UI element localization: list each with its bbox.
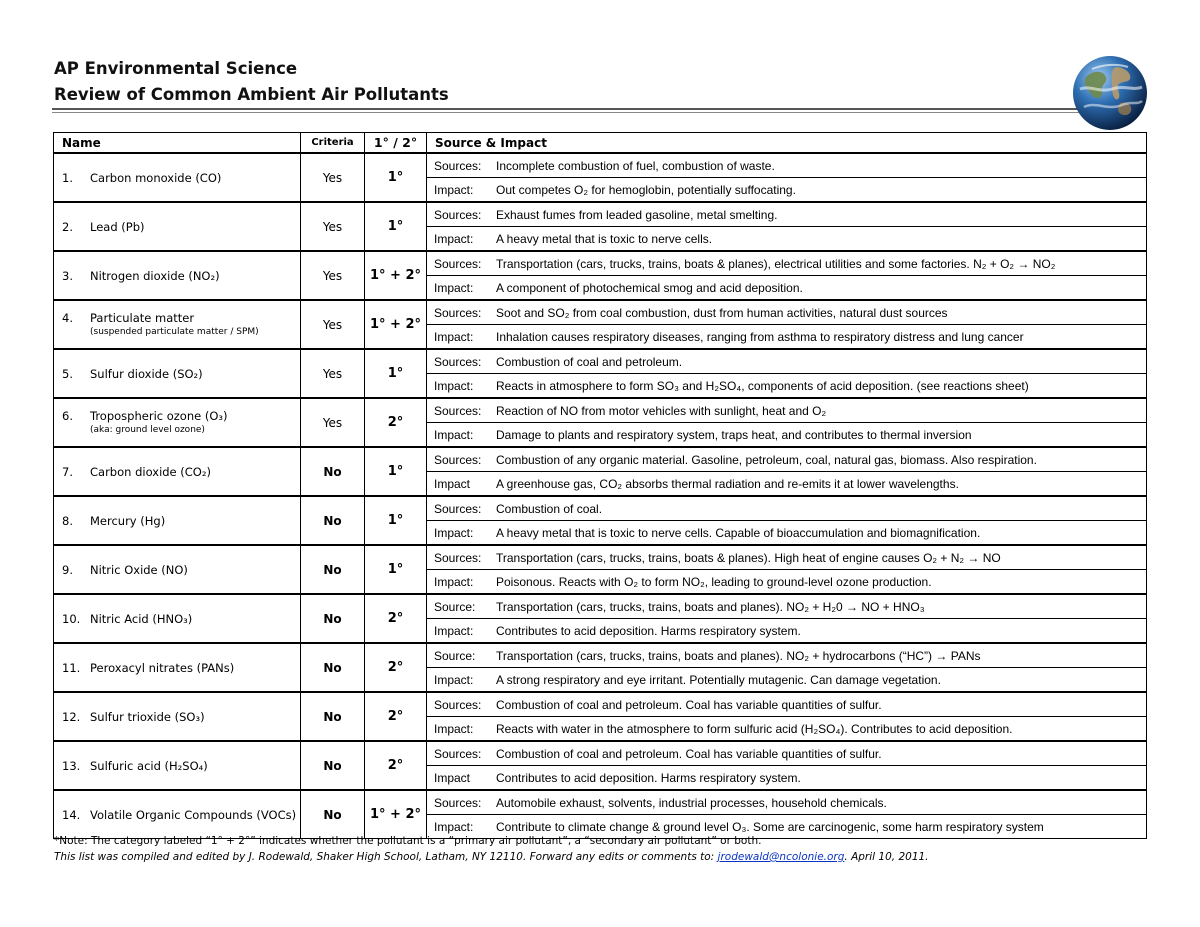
sources-cell xyxy=(427,496,1147,521)
header-rule xyxy=(52,108,1082,110)
pollutant-name: Nitrogen dioxide (NO₂) xyxy=(90,268,220,283)
row-number: 3. xyxy=(62,268,73,283)
row-number: 1. xyxy=(62,170,73,185)
pollutant-name: Nitric Acid (HNO₃) xyxy=(90,611,193,626)
row-number: 9. xyxy=(62,562,73,577)
criteria-cell: No xyxy=(301,545,365,594)
impact-cell xyxy=(427,374,1147,399)
line-text: Reacts in atmosphere to form SO₃ and H₂SO₄, components of acid deposition. (see reactions sheet) xyxy=(496,378,1029,393)
table-row xyxy=(54,349,1147,374)
pollutant-name-cell xyxy=(54,692,301,741)
line-text: Reacts with water in the atmosphere to form sulfuric acid (H₂SO₄). Contributes to acid deposition. xyxy=(496,721,1013,736)
line-text: A strong respiratory and eye irritant. Potentially mutagenic. Can damage vegetation. xyxy=(496,672,941,687)
sources-cell xyxy=(427,447,1147,472)
impact-cell xyxy=(427,619,1147,644)
line-text: Transportation (cars, trucks, trains, boats and planes). NO₂ + hydrocarbons (“HC”) → PANs xyxy=(496,648,981,663)
sources-cell xyxy=(427,741,1147,766)
pollutant-name-cell xyxy=(54,398,301,447)
document-title: AP Environmental Science xyxy=(54,59,298,78)
impact-cell xyxy=(427,668,1147,693)
criteria-cell: No xyxy=(301,447,365,496)
line-text: Combustion of coal and petroleum. Coal has variable quantities of sulfur. xyxy=(496,746,882,761)
row-number: 11. xyxy=(62,660,81,675)
credit-text: This list was compiled and edited by J. Rodewald, Shaker High School, Latham, NY 12110. Forward any edits or comments to: xyxy=(54,851,718,863)
line-label: Sources: xyxy=(434,501,482,516)
pollutant-name-cell xyxy=(54,447,301,496)
table-row xyxy=(54,447,1147,472)
primary-secondary-cell: 2° xyxy=(365,594,427,643)
line-text: Incomplete combustion of fuel, combustion of waste. xyxy=(496,158,775,173)
line-label: Sources: xyxy=(434,256,482,271)
line-text: Transportation (cars, trucks, trains, boats & planes), electrical utilities and some factories. N₂ + O₂ → NO₂ xyxy=(496,256,1056,271)
line-label: Sources: xyxy=(434,550,482,565)
footnote: *Note: The category labeled “1° + 2°” indicates whether the pollutant is a “primary air pollutant”, a “secondary air pollutant” or both. xyxy=(54,835,762,847)
line-label: Impact: xyxy=(434,623,474,638)
header-rule-thin xyxy=(52,112,1082,113)
line-label: Impact: xyxy=(434,182,474,197)
line-text: Contribute to climate change & ground level O₃. Some are carcinogenic, some harm respiratory system xyxy=(496,819,1044,834)
row-number: 8. xyxy=(62,513,73,528)
pollutant-name-cell xyxy=(54,251,301,300)
pollutant-name-cell xyxy=(54,594,301,643)
line-text: A greenhouse gas, CO₂ absorbs thermal radiation and re-emits it at lower wavelengths. xyxy=(496,476,959,491)
sources-cell xyxy=(427,202,1147,227)
impact-cell xyxy=(427,325,1147,350)
line-label: Impact: xyxy=(434,721,474,736)
table-row xyxy=(54,545,1147,570)
pollutant-name: Carbon monoxide (CO) xyxy=(90,170,222,185)
impact-cell xyxy=(427,276,1147,301)
pollutant-name: Lead (Pb) xyxy=(90,219,145,234)
table-row xyxy=(54,496,1147,521)
sources-cell xyxy=(427,300,1147,325)
primary-secondary-cell: 1° xyxy=(365,349,427,398)
pollutant-name: Tropospheric ozone (O₃) xyxy=(90,409,228,423)
primary-secondary-cell: 1° xyxy=(365,496,427,545)
line-label: Impact: xyxy=(434,819,474,834)
line-text: Transportation (cars, trucks, trains, boats and planes). NO₂ + H₂0 → NO + HNO₃ xyxy=(496,599,925,614)
primary-secondary-cell: 1° xyxy=(365,153,427,202)
pollutant-name-cell xyxy=(54,643,301,692)
header-criteria: Criteria xyxy=(301,133,365,154)
table-row xyxy=(54,398,1147,423)
line-label: Impact: xyxy=(434,280,474,295)
line-text: Poisonous. Reacts with O₂ to form NO₂, leading to ground-level ozone production. xyxy=(496,574,932,589)
impact-cell xyxy=(427,570,1147,595)
criteria-cell: Yes xyxy=(301,349,365,398)
line-text: Damage to plants and respiratory system, traps heat, and contributes to thermal inversion xyxy=(496,427,972,442)
criteria-cell: No xyxy=(301,643,365,692)
row-number: 2. xyxy=(62,219,73,234)
pollutant-name: Nitric Oxide (NO) xyxy=(90,562,188,577)
impact-cell xyxy=(427,766,1147,791)
row-number: 13. xyxy=(62,758,81,773)
primary-secondary-cell: 1° + 2° xyxy=(365,790,427,839)
line-label: Sources: xyxy=(434,452,482,467)
pollutant-name-cell xyxy=(54,300,301,349)
line-text: Soot and SO₂ from coal combustion, dust from human activities, natural dust sources xyxy=(496,305,948,320)
pollutant-name: Volatile Organic Compounds (VOCs) xyxy=(90,807,297,822)
table-row xyxy=(54,741,1147,766)
criteria-cell: No xyxy=(301,790,365,839)
line-text: Inhalation causes respiratory diseases, ranging from asthma to respiratory distress and lung cancer xyxy=(496,329,1024,344)
row-number: 7. xyxy=(62,464,73,479)
sources-cell xyxy=(427,251,1147,276)
impact-cell xyxy=(427,472,1147,497)
primary-secondary-cell: 2° xyxy=(365,692,427,741)
line-text: Contributes to acid deposition. Harms respiratory system. xyxy=(496,770,801,785)
line-label: Sources: xyxy=(434,795,482,810)
pollutant-name-cell xyxy=(54,496,301,545)
line-text: A component of photochemical smog and acid deposition. xyxy=(496,280,803,295)
row-number: 4. xyxy=(62,311,73,325)
table-header-row xyxy=(54,133,1147,154)
line-text: Combustion of any organic material. Gasoline, petroleum, coal, natural gas, biomass. Also respiration. xyxy=(496,452,1037,467)
line-text: Automobile exhaust, solvents, industrial processes, household chemicals. xyxy=(496,795,887,810)
sources-cell xyxy=(427,398,1147,423)
line-text: Combustion of coal and petroleum. Coal has variable quantities of sulfur. xyxy=(496,697,882,712)
pollutant-name-cell xyxy=(54,202,301,251)
document-subtitle: Review of Common Ambient Air Pollutants xyxy=(54,85,449,104)
header-source-impact: Source & Impact xyxy=(427,133,1147,154)
impact-cell xyxy=(427,227,1147,252)
row-number: 14. xyxy=(62,807,81,822)
criteria-cell: Yes xyxy=(301,398,365,447)
sources-cell xyxy=(427,153,1147,178)
table-row xyxy=(54,692,1147,717)
impact-cell xyxy=(427,521,1147,546)
table-row xyxy=(54,153,1147,178)
line-label: Impact: xyxy=(434,574,474,589)
line-label: Sources: xyxy=(434,305,482,320)
pollutant-subtitle: (suspended particulate matter / SPM) xyxy=(90,327,259,337)
line-text: Combustion of coal. xyxy=(496,501,603,516)
line-label: Source: xyxy=(434,648,476,663)
sources-cell xyxy=(427,643,1147,668)
earth-globe-icon xyxy=(1072,55,1148,131)
primary-secondary-cell: 1° xyxy=(365,202,427,251)
line-label: Source: xyxy=(434,599,476,614)
primary-secondary-cell: 1° xyxy=(365,545,427,594)
line-label: Impact: xyxy=(434,231,474,246)
sources-cell xyxy=(427,790,1147,815)
email-link[interactable]: jrodewald@ncolonie.org xyxy=(717,851,845,863)
line-label: Sources: xyxy=(434,207,482,222)
criteria-cell: Yes xyxy=(301,202,365,251)
primary-secondary-cell: 1° xyxy=(365,447,427,496)
line-label: Impact: xyxy=(434,525,474,540)
credit-line xyxy=(54,851,929,863)
criteria-cell: Yes xyxy=(301,300,365,349)
row-number: 12. xyxy=(62,709,81,724)
pollutant-name: Carbon dioxide (CO₂) xyxy=(90,464,211,479)
header-primary-secondary: 1° / 2° xyxy=(365,133,427,154)
table-body xyxy=(54,153,1147,839)
pollutant-name: Sulfur trioxide (SO₃) xyxy=(90,709,205,724)
pollutant-name: Sulfuric acid (H₂SO₄) xyxy=(90,758,208,773)
line-text: Contributes to acid deposition. Harms respiratory system. xyxy=(496,623,801,638)
pollutant-name: Mercury (Hg) xyxy=(90,513,166,528)
pollutant-name: Sulfur dioxide (SO₂) xyxy=(90,366,203,381)
line-text: Transportation (cars, trucks, trains, boats & planes). High heat of engine causes O₂ + N₂ → NO xyxy=(496,550,1001,565)
line-label: Impact xyxy=(434,476,471,491)
sources-cell xyxy=(427,545,1147,570)
criteria-cell: No xyxy=(301,496,365,545)
table-row xyxy=(54,202,1147,227)
row-number: 6. xyxy=(62,409,73,423)
line-label: Sources: xyxy=(434,354,482,369)
line-text: Exhaust fumes from leaded gasoline, metal smelting. xyxy=(496,207,778,222)
pollutant-table xyxy=(53,132,1147,839)
primary-secondary-cell: 2° xyxy=(365,741,427,790)
credit-date: . April 10, 2011. xyxy=(844,851,929,863)
primary-secondary-cell: 1° + 2° xyxy=(365,251,427,300)
primary-secondary-cell: 2° xyxy=(365,643,427,692)
pollutant-name-cell xyxy=(54,790,301,839)
line-text: Reaction of NO from motor vehicles with sunlight, heat and O₂ xyxy=(496,403,827,418)
line-text: Combustion of coal and petroleum. xyxy=(496,354,683,369)
pollutant-name-cell xyxy=(54,545,301,594)
impact-cell xyxy=(427,178,1147,203)
pollutant-name-cell xyxy=(54,349,301,398)
pollutant-name: Peroxacyl nitrates (PANs) xyxy=(90,660,235,675)
table-row xyxy=(54,643,1147,668)
line-text: A heavy metal that is toxic to nerve cells. xyxy=(496,231,713,246)
impact-cell xyxy=(427,717,1147,742)
criteria-cell: No xyxy=(301,741,365,790)
pollutant-name-cell xyxy=(54,741,301,790)
table-row xyxy=(54,300,1147,325)
pollutant-name-cell xyxy=(54,153,301,202)
sources-cell xyxy=(427,349,1147,374)
criteria-cell: Yes xyxy=(301,153,365,202)
table-row xyxy=(54,790,1147,815)
line-label: Impact: xyxy=(434,672,474,687)
header-name: Name xyxy=(54,133,301,154)
sources-cell xyxy=(427,594,1147,619)
row-number: 5. xyxy=(62,366,73,381)
criteria-cell: Yes xyxy=(301,251,365,300)
primary-secondary-cell: 1° + 2° xyxy=(365,300,427,349)
criteria-cell: No xyxy=(301,692,365,741)
line-label: Impact: xyxy=(434,427,474,442)
line-label: Impact: xyxy=(434,329,474,344)
table-row xyxy=(54,594,1147,619)
primary-secondary-cell: 2° xyxy=(365,398,427,447)
line-text: Out competes O₂ for hemoglobin, potentially suffocating. xyxy=(496,182,796,197)
sources-cell xyxy=(427,692,1147,717)
row-number: 10. xyxy=(62,611,81,626)
line-label: Sources: xyxy=(434,746,482,761)
pollutant-name: Particulate matter xyxy=(90,311,195,325)
criteria-cell: No xyxy=(301,594,365,643)
line-text: A heavy metal that is toxic to nerve cells. Capable of bioaccumulation and biomagnification. xyxy=(496,525,981,540)
impact-cell xyxy=(427,423,1147,448)
line-label: Sources: xyxy=(434,697,482,712)
line-label: Sources: xyxy=(434,158,482,173)
line-label: Impact: xyxy=(434,378,474,393)
pollutant-subtitle: (aka: ground level ozone) xyxy=(90,425,205,435)
line-label: Impact xyxy=(434,770,471,785)
line-label: Sources: xyxy=(434,403,482,418)
table-row xyxy=(54,251,1147,276)
